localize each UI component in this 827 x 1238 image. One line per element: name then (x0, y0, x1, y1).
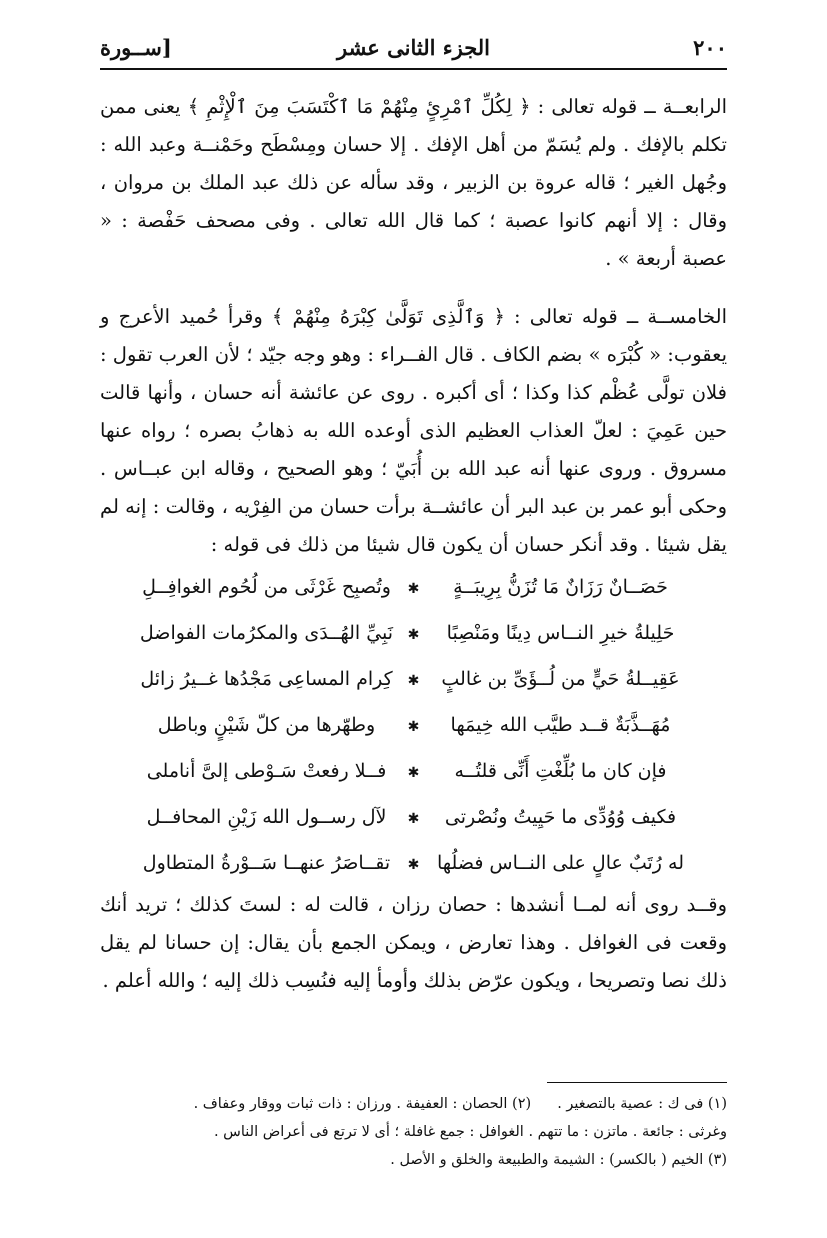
verse-first-hemistich: فإن كان ما بُلِّغْتِ أَنِّى قلتُــه (454, 760, 667, 782)
footnote-3: (٣) الخيم ( بالكسر) : الشيمة والطبيعة والخلق و الأصل . (390, 1152, 727, 1168)
surah-label: [ســورة (100, 35, 172, 60)
footnote-line (100, 1118, 727, 1146)
verse-first-hemistich: له رُتَبٌ عالٍ على النــاس فضلُها (437, 852, 684, 874)
footnote-2: (٢) الحصان : العفيفة . ورزان : ذات ثبات ووقار وعفاف . (193, 1096, 532, 1112)
footnote-2-continued: وغرثى : جائعة . ماتزن : ما تتهم . الغوافل : جمع غافلة ؛ أى لا ترتع فى أعراض الناس . (213, 1124, 727, 1140)
verse-separator: ✱ (407, 719, 420, 735)
verse-separator: ✱ (407, 627, 420, 643)
paragraph-fifth: الخامســة ــ قوله تعالى : ﴿ وَٱلَّذِى تَوَلَّىٰ كِبْرَهُ مِنْهُمْ ﴾ وقرأ حُميد الأعرج و يعقوب: « كُبْرَه » بضم الكاف . قال الفــراء : وهو وجه جيّد ؛ لأن العرب تقول : فلان تولَّى عُظْم كذا وكذا ؛ أى أكبره . روى عن عائشة أنه حسان ، وأنها قالت حين عَمِيَ : لعلّ العذاب العظيم الذى أوعده الله به ذهابُ بصره ؛ رواه عنها مسروق . وروى عنها أنه عبد الله بن أُبَيّ ؛ وهو الصحيح ، وقاله ابن عبــاس . وحكى أبو عمر بن عبد البر أن عائشــة برأت حسان من الفِرْيه ، وقالت : إنه لم يقل شيئا . وقد أنكر حسان أن يكون قال شيئا من ذلك فى قوله : (100, 305, 727, 556)
verse-separator: ✱ (407, 673, 420, 689)
verse (100, 656, 727, 702)
verse (100, 748, 727, 794)
verse-second-hemistich: لآل رســول الله زَيْنِ المحافــل (146, 806, 387, 828)
verse-first-hemistich: فكيف وُوُدِّى ما حَيِيتُ ونُصْرتى (444, 806, 677, 828)
verse-second-hemistich: وطهّرها من كلّ شَيْنٍ وباطل (157, 714, 376, 736)
page-number: ٢٠٠ (693, 35, 727, 60)
verse-second-hemistich: كِرام المساعِى مَجْدُها غــيرُ زائل (140, 668, 393, 690)
verse-second-hemistich: نَبِيِّ الهُــدَى والمكرُمات الفواضل (139, 622, 394, 644)
footnote-line (100, 1090, 727, 1118)
verse-first-hemistich: عَقِيــلةُ حَيٍّ من لُــؤَىِّ بن غالبٍ (441, 668, 680, 690)
footnote-divider (547, 1082, 727, 1083)
running-title: الجزء الثانى عشر (336, 35, 491, 60)
paragraph-closing: وقــد روى أنه لمــا أنشدها : حصان رزان ، قالت له : لستَ كذلك ؛ تريد أنك وقعت فى الغوافل . وهذا تعارض ، ويمكن الجمع بأن يقال: إن حسانا لم يقل ذلك نصا وتصريحا ، ويكون عرّض بذلك وأومأ إليه فنُسِب ذلك إليه ؛ والله أعلم . (100, 893, 727, 992)
verse-second-hemistich: وتُصبِح غَرْثَى من لُحُوم الغوافِــلِ (142, 576, 391, 598)
verse (100, 564, 727, 610)
verse-separator: ✱ (407, 811, 420, 827)
footnote-line (100, 1146, 727, 1174)
verse-first-hemistich: حَصَــانٌ رَزَانٌ مَا تُزَنُّ بِرِيبَــةٍ (453, 576, 668, 598)
header-divider (100, 68, 727, 70)
verse-second-hemistich: فــلا رفعتْ سَـوْطى إلىَّ أناملى (146, 760, 387, 782)
verse-first-hemistich: مُهَــذَّبَةٌ قــد طيَّب الله خِيمَها (450, 714, 671, 736)
verse-first-hemistich: حَلِيلةُ خيرِ النــاس دِينًا ومَنْصِبًا (446, 622, 675, 644)
verse (100, 794, 727, 840)
verse-separator: ✱ (407, 857, 420, 873)
verse-separator: ✱ (407, 581, 420, 597)
verse (100, 840, 727, 886)
poem (100, 564, 727, 886)
verse (100, 610, 727, 656)
paragraph-fourth: الرابعــة ــ قوله تعالى : ﴿ لِكُلِّ ٱمْرِئٍ مِنْهُمْ مَا ٱكْتَسَبَ مِنَ ٱلْإِثْمِ ﴾ يعنى ممن تكلم بالإفك . ولم يُسَمّ من أهل الإفك . إلا حسان ومِسْطَح وحَمْنــة وعبد الله : وجُهل الغير ؛ قاله عروة بن الزبير ، وقد سأله عن ذلك عبد الملك بن مروان ، وقال : إلا أنهم كانوا عصبة ؛ كما قال الله تعالى . وفى مصحف حَفْصة : « عصبة أربعة » . (100, 95, 727, 270)
verse (100, 702, 727, 748)
footnote-1: (١) فى ك : عصية بالتصغير . (557, 1096, 727, 1112)
main-text (100, 88, 727, 1000)
verse-separator: ✱ (407, 765, 420, 781)
running-header (100, 30, 727, 70)
footnotes (100, 1090, 727, 1174)
verse-second-hemistich: تقــاصَرُ عنهــا سَــوْرةُ المتطاول (142, 852, 391, 874)
